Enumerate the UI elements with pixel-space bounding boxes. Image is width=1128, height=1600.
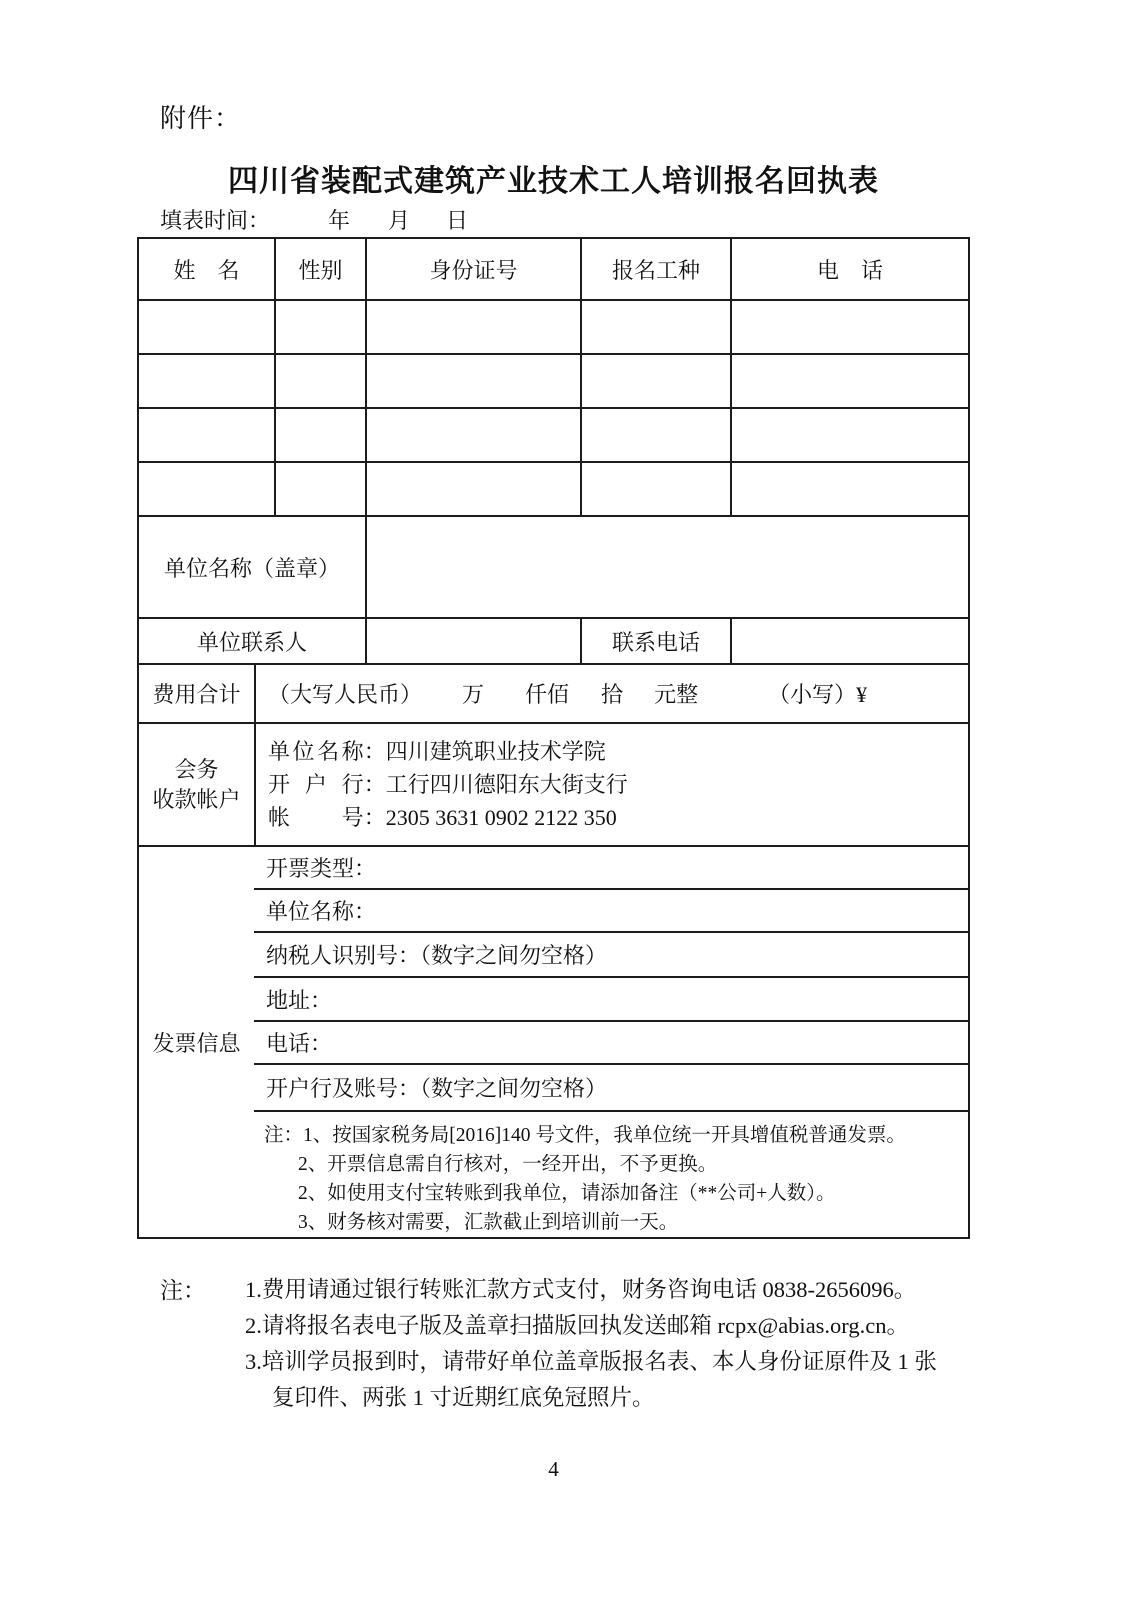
fee-xiaoxie-label: （小写）¥	[768, 682, 868, 707]
empty-trade-cell	[580, 301, 730, 353]
registration-table	[137, 237, 970, 1239]
empty-phone-cell	[730, 301, 968, 353]
fee-yuanzheng-label: 元整	[654, 682, 699, 707]
header-cell-phone: 电 话	[730, 239, 968, 299]
invoice-unit-name-row: 单位名称：	[254, 890, 968, 933]
payment-account-label-line2: 收款帐户	[152, 786, 241, 812]
empty-trade-cell	[580, 463, 730, 515]
unit-contact-label: 单位联系人	[196, 629, 307, 655]
payment-account-row	[139, 724, 968, 847]
empty-trade-cell	[580, 355, 730, 407]
payment-account-label-line1: 会务	[174, 756, 219, 782]
empty-name-cell	[139, 409, 274, 461]
invoice-taxpayer-id-row: 纳税人识别号：（数字之间勿空格）	[254, 933, 968, 978]
invoice-type-row: 开票类型：	[254, 847, 968, 890]
fee-total-content	[254, 665, 968, 722]
invoice-note-line: 2、如使用支付宝转账到我单位，请添加备注（**公司+人数）。	[298, 1183, 836, 1204]
fill-time-row	[160, 204, 468, 235]
footnote-item: 1.费用请通过银行转账汇款方式支付，财务咨询电话 0838-2656096。	[245, 1277, 917, 1302]
empty-id-cell	[365, 463, 580, 515]
fee-total-row	[139, 665, 968, 724]
footnotes	[245, 1272, 985, 1416]
invoice-note-line: 2、开票信息需自行核对，一经开出，不予更换。	[298, 1154, 718, 1175]
unit-name-value-cell	[365, 517, 968, 617]
empty-gender-cell	[274, 355, 365, 407]
unit-contact-row	[139, 619, 968, 665]
invoice-notes	[254, 1112, 968, 1237]
empty-id-cell	[365, 355, 580, 407]
payment-bank-line: 开户行：工行四川德阳东大街支行	[268, 772, 628, 797]
contact-phone-value-cell	[730, 619, 968, 663]
invoice-info-label: 发票信息	[152, 1030, 241, 1056]
invoice-info-content	[254, 847, 968, 1237]
invoice-note-line: 注：1、按国家税务局[2016]140 号文件，我单位统一开具增值税普通发票。	[264, 1125, 906, 1146]
invoice-phone-row: 电话：	[254, 1022, 968, 1065]
header-cell-name: 姓 名	[173, 257, 240, 283]
unit-name-label: 单位名称（盖章）	[163, 555, 340, 581]
entry-row	[139, 355, 968, 409]
footnote-item-continuation: 复印件、两张 1 寸近期红底免冠照片。	[272, 1385, 655, 1410]
empty-name-cell	[139, 355, 274, 407]
invoice-info-row	[139, 847, 968, 1237]
fee-total-label: 费用合计	[152, 682, 241, 707]
empty-phone-cell	[730, 463, 968, 515]
fee-daxie-label: （大写人民币）	[268, 682, 423, 707]
empty-name-cell	[139, 463, 274, 515]
page-title: 四川省装配式建筑产业技术工人培训报名回执表	[228, 165, 879, 198]
attachment-label: 附件：	[160, 104, 242, 133]
fill-time-year: 年	[328, 208, 351, 233]
payment-account-content	[254, 724, 968, 845]
invoice-address-row: 地址：	[254, 978, 968, 1022]
empty-phone-cell	[730, 355, 968, 407]
invoice-note-line: 3、财务核对需要，汇款截止到培训前一天。	[298, 1212, 679, 1233]
empty-gender-cell	[274, 409, 365, 461]
page-number: 4	[548, 1457, 559, 1481]
fee-wan-label: 万	[462, 682, 485, 707]
empty-gender-cell	[274, 463, 365, 515]
empty-name-cell	[139, 301, 274, 353]
payment-account-label	[139, 724, 254, 845]
unit-contact-value-cell	[365, 619, 580, 663]
fee-qianbai-label: 仟佰	[525, 682, 570, 707]
entry-row	[139, 301, 968, 355]
payment-unit-name-line: 单位名称：四川建筑职业技术学院	[268, 739, 606, 764]
fill-time-month: 月	[388, 208, 411, 233]
entry-row	[139, 409, 968, 463]
table-header-row	[139, 239, 968, 301]
empty-phone-cell	[730, 409, 968, 461]
empty-id-cell	[365, 409, 580, 461]
invoice-bank-account-row: 开户行及账号：（数字之间勿空格）	[254, 1065, 968, 1112]
footnote-item: 2.请将报名表电子版及盖章扫描版回执发送邮箱 rcpx@abias.org.cn。	[245, 1313, 910, 1338]
contact-phone-label: 联系电话	[580, 619, 730, 663]
header-cell-gender: 性别	[274, 239, 365, 299]
unit-name-row	[139, 517, 968, 619]
footnote-item: 3.培训学员报到时，请带好单位盖章版报名表、本人身份证原件及 1 张	[245, 1349, 937, 1374]
entry-row	[139, 463, 968, 517]
fill-time-label: 填表时间：	[160, 208, 271, 233]
fill-time-day: 日	[446, 208, 469, 233]
header-cell-id-number: 身份证号	[365, 239, 580, 299]
empty-id-cell	[365, 301, 580, 353]
footnotes-label: 注：	[160, 1278, 206, 1303]
fee-shi-label: 拾	[601, 682, 624, 707]
empty-gender-cell	[274, 301, 365, 353]
empty-trade-cell	[580, 409, 730, 461]
payment-account-number-line: 帐号：2305 3631 0902 2122 350	[268, 805, 617, 830]
header-cell-trade: 报名工种	[580, 239, 730, 299]
